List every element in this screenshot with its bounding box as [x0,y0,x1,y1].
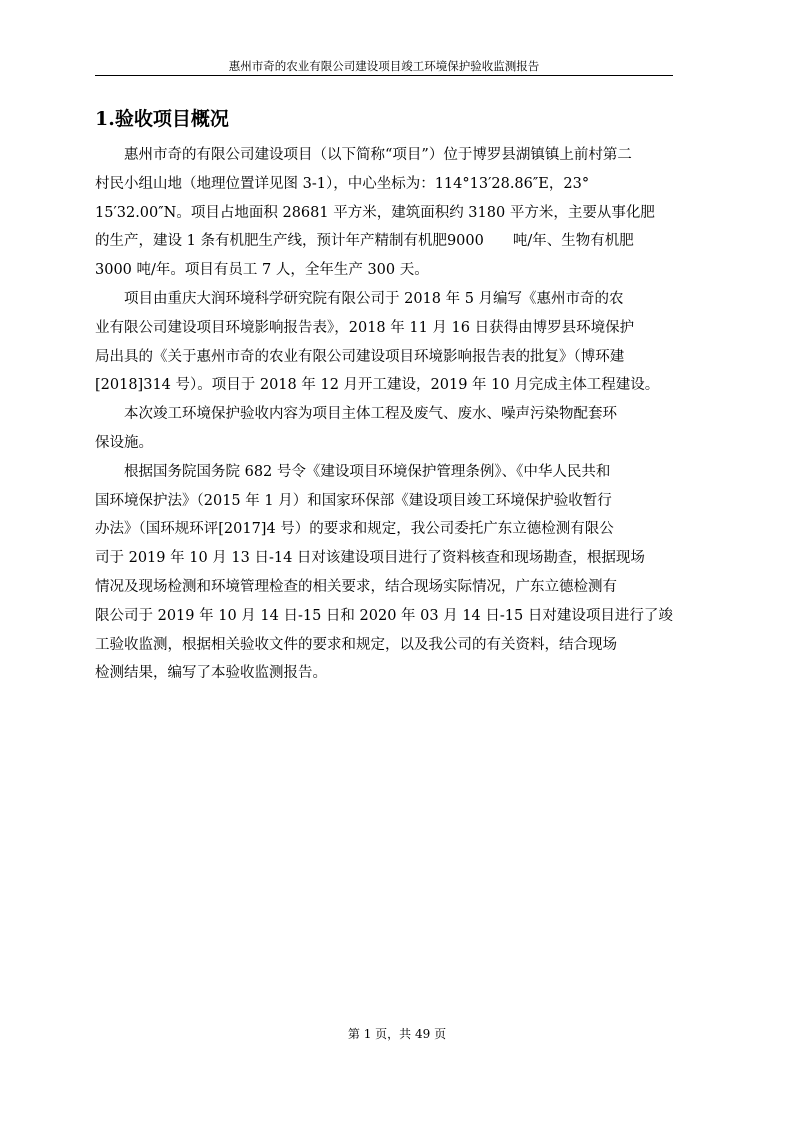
text-line: 国环境保护法》（2015 年 1 月）和国家环保部《建设项目竣工环境保护验收暂行 [95,492,612,509]
text-line: 惠州市奇的有限公司建设项目（以下简称“项目”）位于博罗县湖镇镇上前村第二 [124,147,632,163]
text-line: 项目由重庆大润环境科学研究院有限公司于 2018 年 5 月编写《惠州市奇的农 [124,290,624,307]
text-line: 局出具的《关于惠州市奇的农业有限公司建设项目环境影响报告表的批复》（博环建 [95,348,625,365]
text-line: 保设施。 [95,434,153,451]
section-title: 1.验收项目概况 [95,108,229,130]
text-line: 本次竣工环境保护验收内容为项目主体工程及废气、废水、噪声污染物配套环 [124,406,617,423]
text-line: 根据国务院国务院 682 号令《建设项目环境保护管理条例》、《中华人民共和 [124,463,611,480]
paragraph-eia-history [95,285,675,400]
text-line: 司于 2019 年 10 月 13 日-14 日对该建设项目进行了资料核查和现场勘查，根据现场 [95,550,645,567]
text-line: 情况及现场检测和环境管理检查的相关要求，结合现场实际情况，广东立德检测有 [95,578,617,595]
text-line: 业有限公司建设项目环境影响报告表》，2018 年 11 月 16 日获得由博罗县环境保护 [95,319,635,336]
page-footer [0,1026,794,1042]
page-header [95,58,673,76]
text-line: 3000 吨/年。项目有员工 7 人，全年生产 300 天。 [95,262,429,279]
page-number: 第 1 页，共 49 页 [347,1027,447,1041]
text-line: 工验收监测，根据相关验收文件的要求和规定，以及我公司的有关资料，结合现场 [95,636,617,653]
body-text [95,141,675,688]
text-line: [2018]314 号）。项目于 2018 年 12 月开工建设，2019 年 10 月完成主体工程建设。 [95,377,660,394]
text-line: 的生产，建设 1 条有机肥生产线，预计年产精制有机肥9000 吨/年、生物有机肥 [95,233,634,250]
paragraph-project-overview [95,141,675,285]
paragraph-acceptance-scope [95,400,675,458]
text-line: 村民小组山地（地理位置详见图 3-1），中心坐标为：114°13′28.86″E，23° [95,175,590,192]
text-line: 15′32.00″N。项目占地面积 28681 平方米，建筑面积约 3180 平方米，主要从事化肥 [95,204,655,221]
text-line: 办法》（国环规环评[2017]4 号）的要求和规定，我公司委托广东立德检测有限公 [95,521,614,538]
text-line: 限公司于 2019 年 10 月 14 日-15 日和 2020 年 03 月 14 日-15 日对建设项目进行了竣 [95,607,673,624]
paragraph-legal-basis [95,458,675,688]
text-line: 检测结果，编写了本验收监测报告。 [95,665,327,682]
header-title: 惠州市奇的农业有限公司建设项目竣工环境保护验收监测报告 [228,59,540,73]
